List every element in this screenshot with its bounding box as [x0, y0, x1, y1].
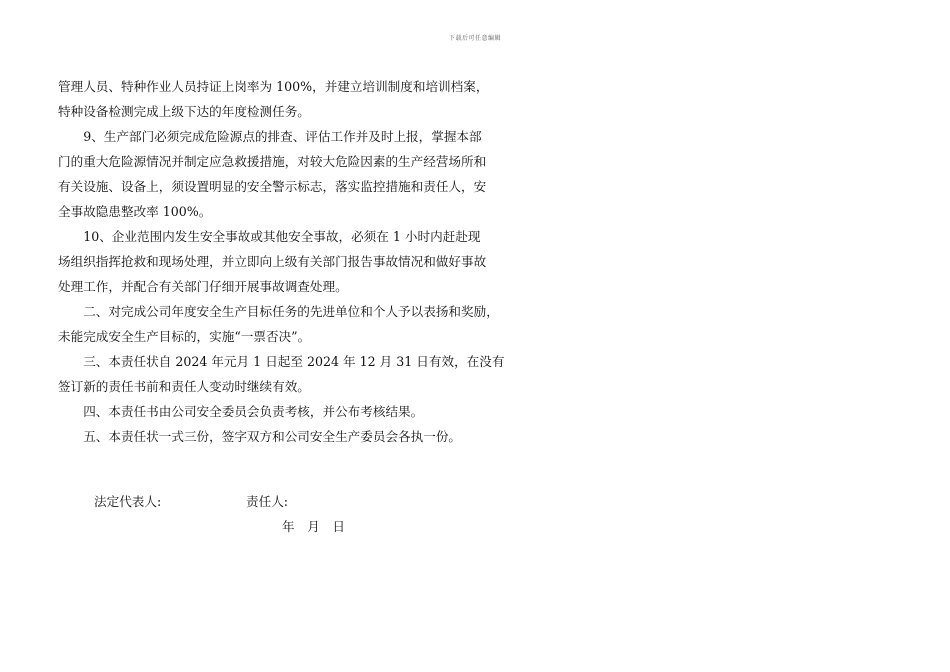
body-line: 全事故隐患整改率 100%。	[58, 204, 212, 219]
body-line: 有关设施、设备上，须设置明显的安全警示标志，落实监控措施和责任人，安	[58, 179, 487, 194]
body-line: 特种设备检测完成上级下达的年度检测任务。	[58, 104, 310, 119]
body-line: 门的重大危险源情况并制定应急救援措施，对较大危险因素的生产经营场所和	[58, 154, 487, 169]
header-note: 下载后可任意编辑	[448, 35, 501, 42]
body-line: 处理工作，并配合有关部门仔细开展事故调查处理。	[58, 279, 348, 294]
body-line: 未能完成安全生产目标的，实施“一票否决”。	[58, 329, 311, 344]
responsible-person-label: 责任人:	[246, 494, 289, 509]
body-line: 五、本责任状一式三份，签字双方和公司安全生产委员会各执一份。	[58, 429, 461, 444]
body-line: 签订新的责任书前和责任人变动时继续有效。	[58, 379, 310, 394]
body-line: 四、本责任书由公司安全委员会负责考核，并公布考核结果。	[58, 404, 424, 419]
body-line: 10、企业范围内发生安全事故或其他安全事故，必须在 1 小时内赶赴现	[58, 229, 481, 244]
signature-date: 年 月 日	[282, 519, 345, 534]
body-line: 管理人员、特种作业人员持证上岗率为 100%，并建立培训制度和培训档案，	[58, 79, 489, 94]
body-line: 三、本责任状自 2024 年元月 1 日起至 2024 年 12 月 31 日有效，在没有	[58, 354, 505, 369]
body-line: 场组织指挥抢救和现场处理，并立即向上级有关部门报告事故情况和做好事故	[58, 254, 487, 269]
legal-representative-label: 法定代表人:	[94, 494, 162, 509]
body-line: 二、对完成公司年度安全生产目标任务的先进单位和个人予以表扬和奖励，	[58, 304, 499, 319]
body-line: 9、生产部门必须完成危险源点的排查、评估工作并及时上报，掌握本部	[58, 129, 482, 144]
